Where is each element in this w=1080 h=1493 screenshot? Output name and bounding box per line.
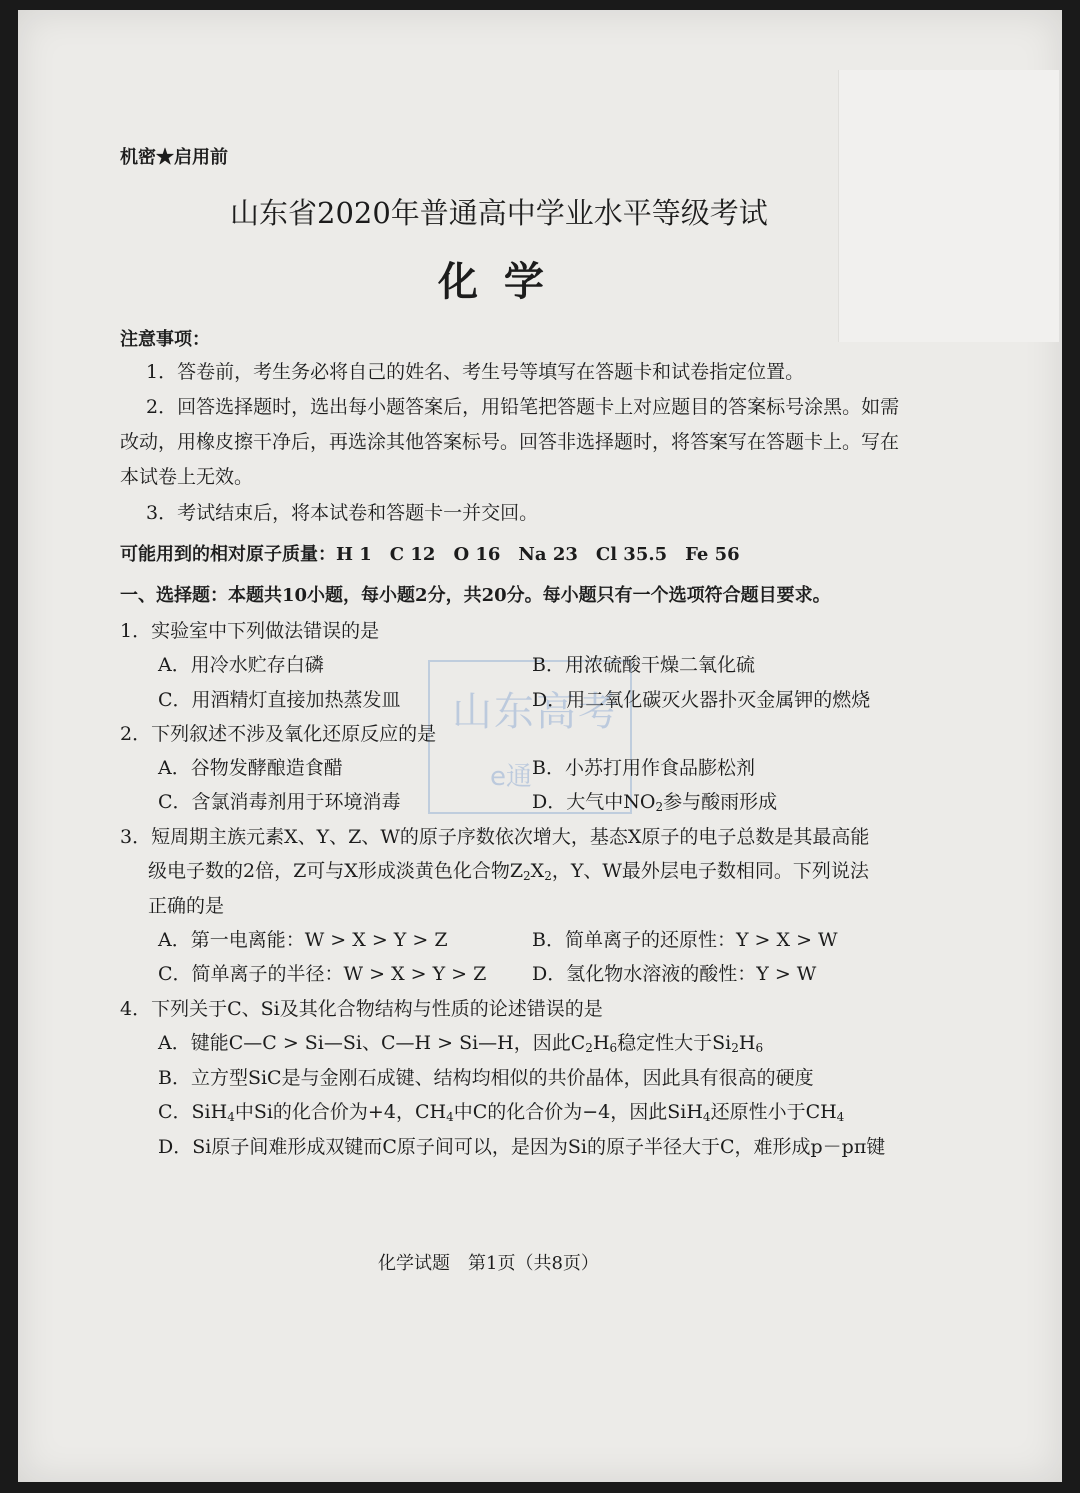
- q1-option-b: B．用浓硫酸干燥二氧化硫: [532, 654, 755, 676]
- q4-option-c: C．SiH$_4$中Si的化合价为+4，$CH_4$中C的化合价为−4，因此SiH$_4$还原性小于$CH_4$: [158, 1101, 845, 1124]
- q3-stem-line-1: 3．短周期主族元素X、Y、Z、W的原子序数依次增大，基态X原子的电子总数是其最高能: [120, 826, 870, 848]
- q4-option-d: D．Si原子间难形成双键而C原子间可以，是因为Si的原子半径大于C，难形成p－pπ键: [158, 1136, 886, 1158]
- watermark-text-top: 山东高考: [452, 689, 620, 735]
- notice-item-2-line-2: 改动，用橡皮擦干净后，再选涂其他答案标号。回答非选择题时，将答案写在答题卡上。写在: [120, 431, 900, 453]
- section-1-heading: 一、选择题：本题共10小题，每小题2分，共20分。每小题只有一个选项符合题目要求。: [120, 585, 831, 606]
- q3-option-d: D．氢化物水溶液的酸性：Y > W: [532, 963, 817, 985]
- q4-option-a: A．键能C—C > Si—Si、C—H > Si—H，因此$C_2H_6$稳定性大于$Si_2H_6$: [158, 1032, 764, 1055]
- notice-heading: 注意事项：: [120, 329, 210, 350]
- q4-option-b: B．立方型SiC是与金刚石成键、结构均相似的共价晶体，因此具有很高的硬度: [158, 1067, 814, 1089]
- exam-title: 山东省2020年普通高中学业水平等级考试: [230, 196, 768, 230]
- q2-stem: 2．下列叙述不涉及氧化还原反应的是: [120, 723, 437, 745]
- q3-stem-line-2: 级电子数的2倍，Z可与X形成淡黄色化合物$Z_2X_2$，Y、W最外层电子数相同。下列说法: [148, 860, 869, 883]
- q2-option-b: B．小苏打用作食品膨松剂: [532, 757, 755, 779]
- q2-option-c: C．含氯消毒剂用于环境消毒: [158, 791, 401, 813]
- q2-option-a: A．谷物发酵酿造食醋: [158, 757, 343, 779]
- q3-option-a: A．第一电离能：W > X > Y > Z: [158, 929, 448, 951]
- notice-item-2-line-3: 本试卷上无效。: [120, 466, 254, 488]
- q1-option-d: D．用二氧化碳灭火器扑灭金属钾的燃烧: [532, 689, 871, 711]
- notice-item-3: 3．考试结束后，将本试卷和答题卡一并交回。: [146, 502, 539, 524]
- subject-title: 化 学: [438, 258, 550, 305]
- q1-stem: 1．实验室中下列做法错误的是: [120, 620, 380, 642]
- q3-option-c: C．简单离子的半径：W > X > Y > Z: [158, 963, 487, 985]
- q1-option-a: A．用冷水贮存白磷: [158, 654, 324, 676]
- notice-item-2-line-1: 2．回答选择题时，选出每小题答案后，用铅笔把答题卡上对应题目的答案标号涂黑。如需: [146, 396, 900, 418]
- page-footer: 化学试题 第1页（共8页）: [378, 1253, 599, 1274]
- q1-option-c: C．用酒精灯直接加热蒸发皿: [158, 689, 401, 711]
- q4-stem: 4．下列关于C、Si及其化合物结构与性质的论述错误的是: [120, 998, 603, 1020]
- q3-stem-line-3: 正确的是: [148, 895, 225, 917]
- watermark-text-bottom: e通: [490, 762, 532, 792]
- notice-item-1: 1．答卷前，考生务必将自己的姓名、考生号等填写在答题卡和试卷指定位置。: [146, 361, 805, 383]
- q2-option-d: D．大气中$NO_2$参与酸雨形成: [532, 791, 778, 814]
- atomic-masses: 可能用到的相对原子质量：H 1 C 12 O 16 Na 23 Cl 35.5 Fe 56: [120, 544, 740, 565]
- paper-fold: [838, 70, 1059, 342]
- secret-label: 机密★启用前: [120, 147, 228, 168]
- q3-option-b: B．简单离子的还原性：Y > X > W: [532, 929, 838, 951]
